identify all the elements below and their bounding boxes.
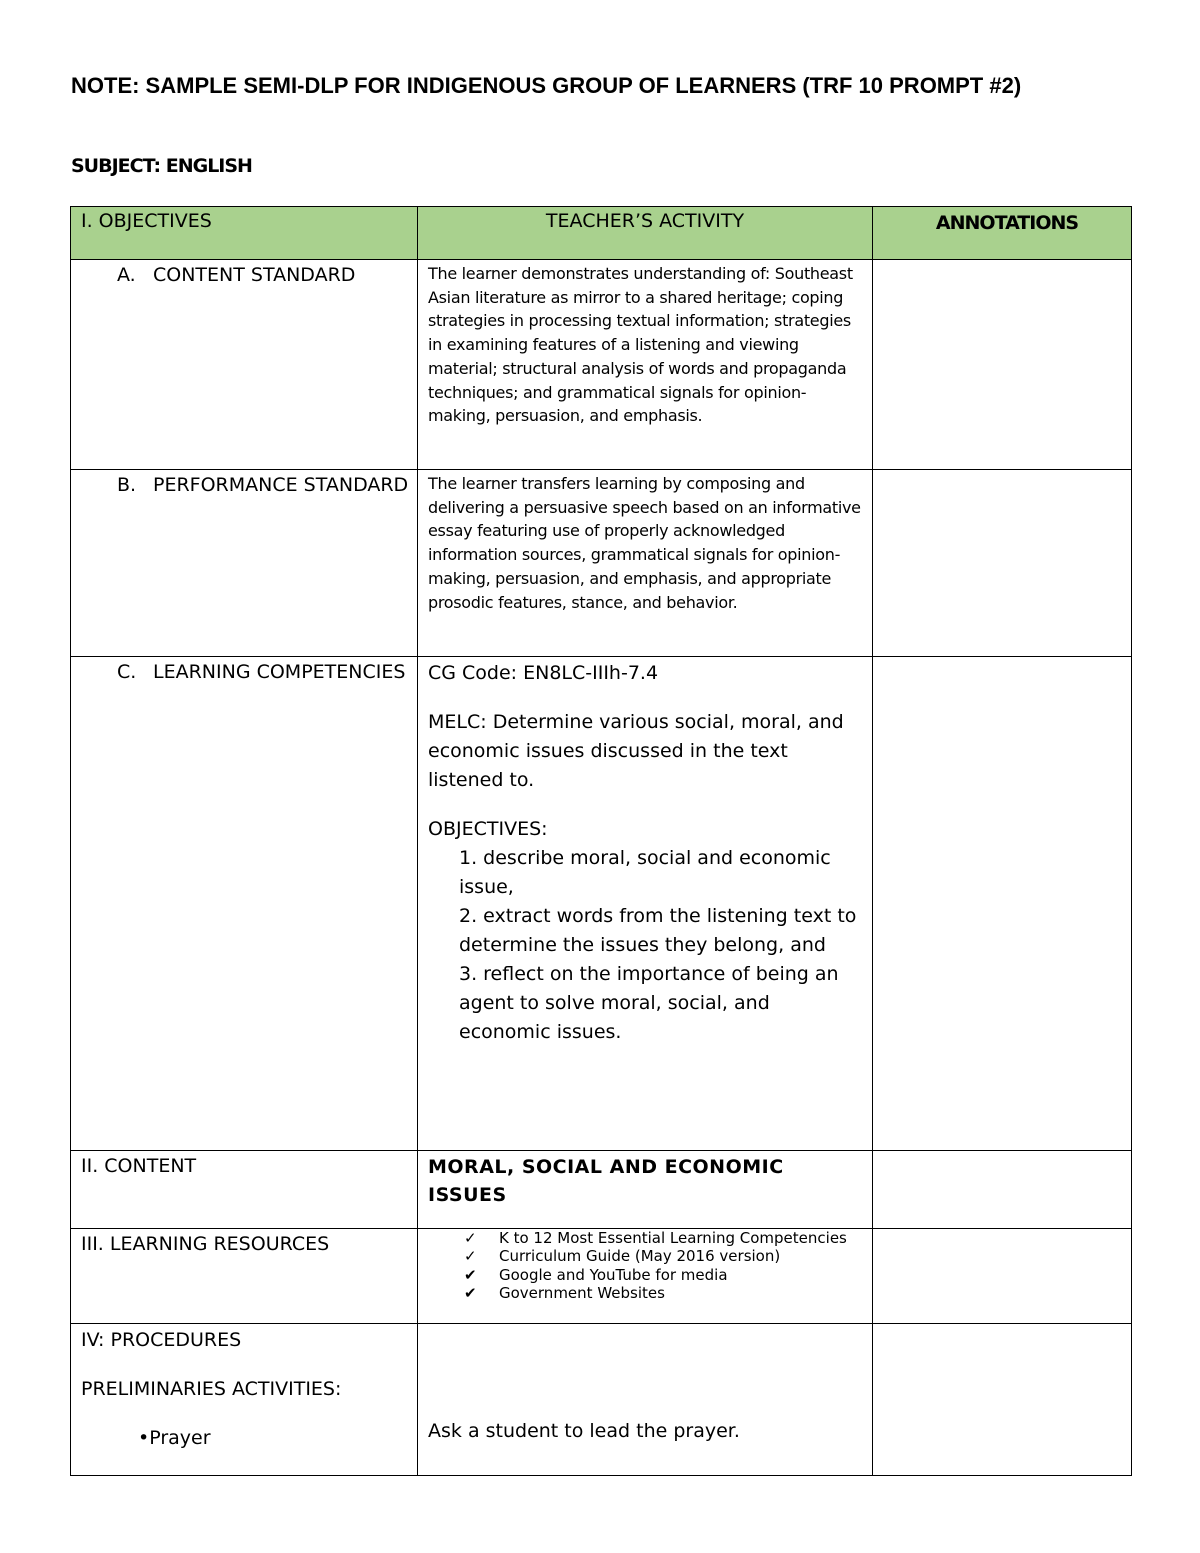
list-item: ✓ K to 12 Most Essential Learning Competencies [464, 1229, 847, 1247]
checkmark-icon: ✓ [464, 1247, 477, 1266]
checkmark-icon: ✔ [464, 1283, 477, 1302]
content-annotation-cell [873, 1151, 1132, 1229]
section-letter: A. [117, 264, 136, 286]
melc-text: MELC: Determine various social, moral, and economic issues discussed in the text listened to. [428, 711, 844, 791]
objective-item: 3. reflect on the importance of being an agent to solve moral, social, and economic issues. [459, 963, 839, 1043]
performance-standard-text: The learner transfers learning by composing and delivering a persuasive speech based on an informative essay featuring use of properly acknowledged information sources, grammatical signals for opinion-making, persuasion, and emphasis, and appropriate prosodic features, stance, and behavior. [428, 474, 861, 612]
content-label-cell [71, 1151, 418, 1229]
header-objectives-cell [71, 207, 418, 260]
procedures-activity-cell [418, 1324, 873, 1476]
prayer-activity: Ask a student to lead the prayer. [428, 1420, 740, 1442]
learning-competencies-label-cell [71, 657, 418, 1151]
content-text-cell [418, 1151, 873, 1229]
subject-line: SUBJECT: ENGLISH [71, 155, 252, 177]
procedures-label [71, 1324, 417, 1453]
section-letter: C. [117, 661, 137, 683]
section-title: LEARNING COMPETENCIES [153, 661, 406, 683]
list-item: ✔ Google and YouTube for media [464, 1265, 728, 1284]
header-teachers-activity-cell [418, 207, 873, 260]
content-standard-text-cell [418, 260, 873, 470]
learning-resources-annotation-cell [873, 1229, 1132, 1324]
section-title: CONTENT STANDARD [153, 264, 356, 286]
performance-standard-label-cell [71, 470, 418, 657]
header-annotations-cell [873, 207, 1132, 260]
list-item: ✓ Curriculum Guide (May 2016 version) [464, 1247, 781, 1266]
learning-competencies-text-cell [418, 657, 873, 1151]
content-standard-text: The learner demonstrates understanding of: Southeast Asian literature as mirror to a shared heritage; coping strategies in processing textual information; strategies in examining features of a listening and viewing material; structural analysis of words and propaganda techniques; and grammatical signals for opinion- making, persuasion, and emphasis. [428, 264, 853, 426]
content-standard-label [71, 260, 417, 288]
document-title: NOTE: SAMPLE SEMI-DLP FOR INDIGENOUS GROUP OF LEARNERS (TRF 10 PROMPT #2) [71, 73, 1022, 98]
header-objectives: I. OBJECTIVES [81, 210, 212, 232]
learning-resources-row [71, 1229, 1132, 1324]
preliminaries-heading: PRELIMINARIES ACTIVITIES: [81, 1378, 342, 1400]
content-label: II. CONTENT [81, 1155, 197, 1177]
content-standard-row [71, 260, 1132, 470]
table-header-row [71, 207, 1132, 260]
learning-resources-list [418, 1229, 872, 1302]
objective-item: 1. describe moral, social and economic issue, [459, 847, 831, 898]
checkmark-icon: ✓ [464, 1229, 477, 1247]
content-text: MORAL, SOCIAL AND ECONOMIC ISSUES [428, 1156, 784, 1206]
prayer-bullet: •Prayer [138, 1427, 211, 1449]
lesson-plan-table [70, 206, 1132, 1476]
cg-code: CG Code: EN8LC-IIIh-7.4 [428, 662, 659, 684]
procedures-heading: IV: PROCEDURES [81, 1329, 242, 1351]
learning-resources-label: III. LEARNING RESOURCES [81, 1233, 330, 1255]
procedures-row [71, 1324, 1132, 1476]
objective-item: 2. extract words from the listening text to determine the issues they belong, and [459, 905, 857, 956]
learning-competencies-annotation-cell [873, 657, 1132, 1151]
performance-standard-annotation-cell [873, 470, 1132, 657]
learning-competencies-label [71, 657, 417, 685]
header-annotations: ANNOTATIONS [935, 212, 1079, 234]
checkmark-icon: ✔ [464, 1265, 477, 1284]
content-standard-annotation-cell [873, 260, 1132, 470]
learning-resources-list-cell [418, 1229, 873, 1324]
performance-standard-row [71, 470, 1132, 657]
content-row [71, 1151, 1132, 1229]
performance-standard-label [71, 470, 417, 498]
header-teachers-activity: TEACHER’S ACTIVITY [545, 210, 745, 232]
section-letter: B. [117, 474, 137, 496]
section-title: PERFORMANCE STANDARD [153, 474, 409, 496]
performance-standard-text-cell [418, 470, 873, 657]
procedures-label-cell [71, 1324, 418, 1476]
objectives-heading: OBJECTIVES: [428, 818, 548, 840]
learning-competencies-text [418, 657, 872, 1047]
learning-resources-label-cell [71, 1229, 418, 1324]
list-item: ✔ Government Websites [464, 1283, 665, 1302]
procedures-annotation-cell [873, 1324, 1132, 1476]
learning-competencies-row [71, 657, 1132, 1151]
content-standard-label-cell [71, 260, 418, 470]
